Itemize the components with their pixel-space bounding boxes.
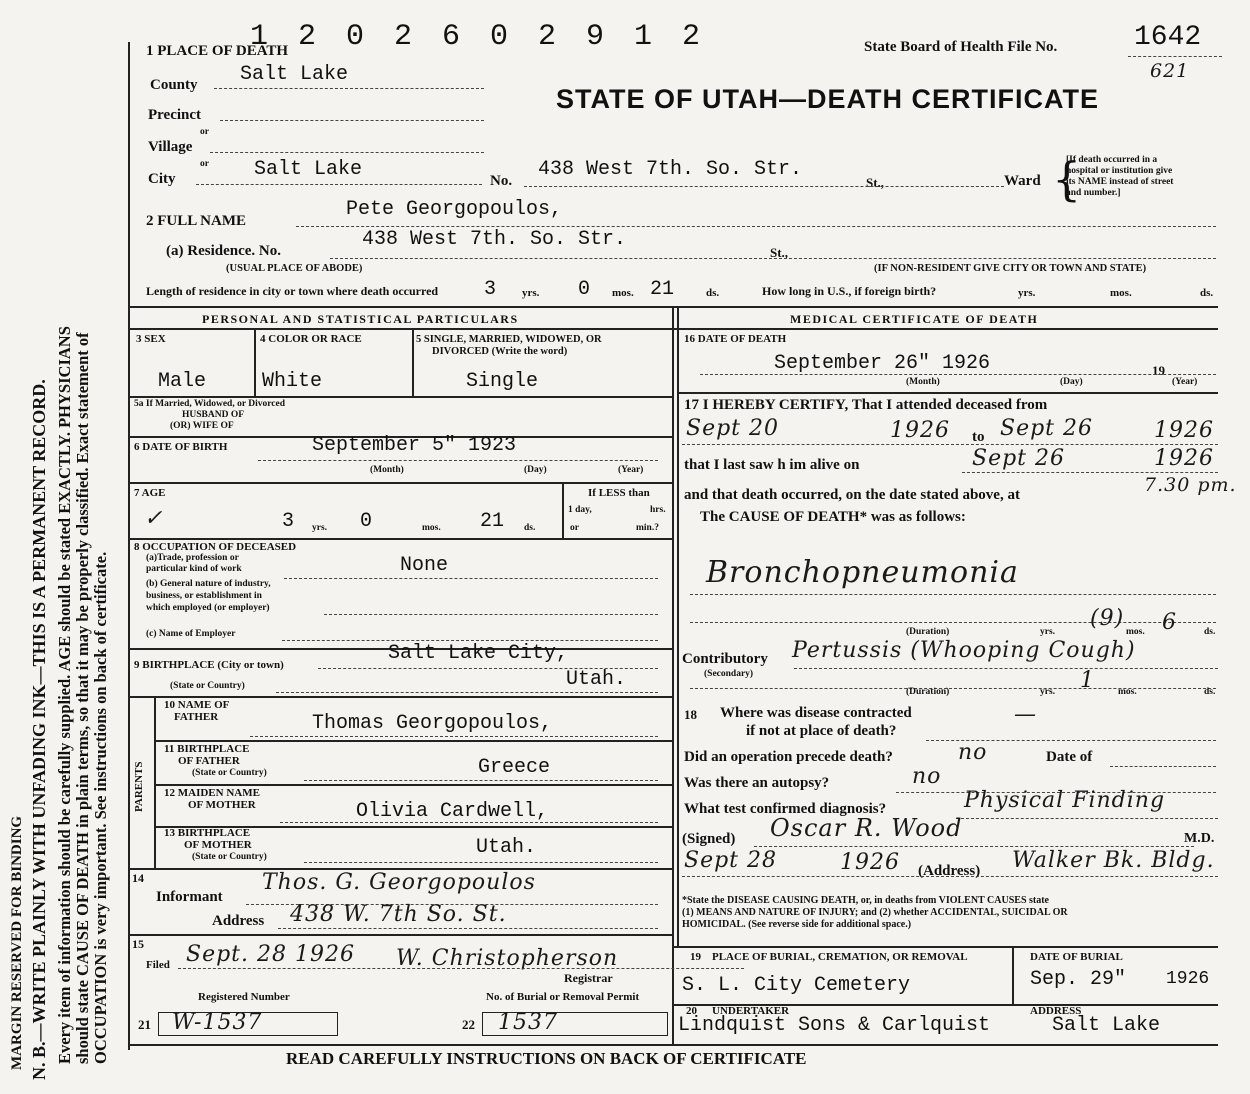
date-of-death-label: 16 DATE OF DEATH [684,333,787,345]
note-line-2: (1) MEANS AND NATURE OF INJURY; and (2) whether ACCIDENTAL, SUICIDAL OR [682,907,1068,918]
note-line-3: HOMICIDAL. (See reverse side for additional space.) [682,919,912,930]
age-days: 21 [480,510,505,533]
ward-note-3: its NAME instead of street [1066,177,1174,187]
section-18: 18 [684,707,697,722]
occupation-b-2: business, or establishment in [146,591,262,601]
us-mos-lbl: mos. [1110,287,1132,299]
filed-date: Sept. 28 1926 [186,942,355,967]
certificate-number: 1 2 0 2 6 0 2 9 1 2 [250,20,707,54]
sex-divider [254,328,256,396]
informant-address-label: Address [212,913,265,929]
color-label: 4 COLOR OR RACE [260,333,362,345]
length-ds-lbl: ds. [706,287,720,299]
age-check: ✓ [144,506,164,531]
age-years: 3 [282,510,295,533]
less-hrs-lbl: hrs. [650,505,666,515]
dob-label: 6 DATE OF BIRTH [134,441,228,453]
burial-date-label: DATE OF BURIAL [1030,951,1123,963]
center-divider [672,306,674,1044]
attended-from-year: 1926 [890,418,950,443]
full-name-label: 2 FULL NAME [146,213,247,229]
birthplace-city: Salt Lake City, [388,642,569,665]
age-yrs-lbl: yrs. [312,523,328,533]
binding-margin-note: MARGIN RESERVED FOR BINDING [9,815,25,1070]
occupation-b-3: which employed (or employer) [146,603,270,613]
center-divider-2 [677,306,679,946]
attended-to: Sept 26 [1000,416,1094,441]
us-ds-lbl: ds. [1200,287,1214,299]
row-line-11 [128,934,672,936]
margin-instruction-3: OCCUPATION is very important. See instructions on back of certificate. [91,551,110,1064]
contrib-dur-ds: ds. [1204,687,1216,697]
attended-to-year: 1926 [1154,418,1214,443]
residence-label: (a) Residence. No. [166,243,281,259]
spouse-label-3: (OR) WIFE OF [170,421,234,431]
burial-permit-label: No. of Burial or Removal Permit [486,991,640,1003]
dob-value: September 5" 1923 [312,434,517,457]
occupation-value: None [400,554,449,577]
row-line-8 [154,784,672,786]
md-label: M.D. [1184,831,1215,846]
sex-label: 3 SEX [136,333,166,345]
undertaker-address-label: ADDRESS [1030,1005,1082,1017]
death-year-lbl: (Year) [1172,377,1198,387]
age-ds-lbl: ds. [524,523,536,533]
row-line-3 [128,482,672,484]
undertaker: Lindquist Sons & Carlquist [678,1014,991,1037]
file-number: 1642 [1134,22,1202,53]
death-address: 438 West 7th. So. Str. [538,158,803,181]
occupation-a-2: particular kind of work [146,564,242,574]
file-number-secondary: 621 [1150,60,1190,82]
birthplace-label: 9 BIRTHPLACE (City or town) [134,659,284,671]
test-label: What test confirmed diagnosis? [684,801,887,817]
signed-date: Sept 28 [684,848,778,873]
registered-number: W-1537 [172,1010,263,1035]
date-of-death: September 26" 1926 [774,352,991,375]
file-number-label: State Board of Health File No. [864,39,1058,55]
cause-duration-days: 6 [1162,610,1177,635]
occupation-a-1: (a)Trade, profession or [146,553,239,563]
city-line [196,184,482,185]
contributory-label: Contributory [682,651,768,667]
mother-line [280,822,658,823]
burial-permit-number: 1537 [498,1010,558,1035]
row-line-1 [128,396,672,398]
ward-note-2: hospital or institution give [1066,166,1173,176]
less-day-lbl: 1 day, [568,505,592,515]
color-value: White [262,370,323,393]
mother-bp-label-1: 13 BIRTHPLACE [164,827,251,839]
undertaker-label: UNDERTAKER [712,1005,790,1017]
physician-address: Walker Bk. Bldg. [1012,848,1215,873]
place-of-death-label: 1 PLACE OF DEATH [146,43,289,59]
autopsy-label: Was there an autopsy? [684,775,830,791]
informant-address-line [278,928,658,929]
date-of-death-line [700,374,1216,375]
marital-label-2: DIVORCED (Write the word) [432,346,568,357]
village-label: Village [148,139,193,155]
street-st-label: St., [866,175,885,190]
death-year-prefix: 19 [1152,363,1165,378]
signed-label: (Signed) [682,831,736,847]
contributory-duration: 1 [1080,668,1095,693]
row-line-7 [154,740,672,742]
occupation-b-1: (b) General nature of industry, [146,579,271,589]
marital-value: Single [466,370,539,393]
informant-label: Informant [156,889,223,905]
margin-warning: N. B.—WRITE PLAINLY WITH UNFADING INK—THIS IS A PERMANENT RECORD. [29,379,49,1080]
attended-line [682,444,1218,445]
full-name-value: Pete Georgopoulos, [346,198,563,221]
informant-signature: Thos. G. Georgopoulos [262,870,536,895]
last-saw-year: 1926 [1154,446,1214,471]
operation-value: no [958,740,988,765]
filed-label: Filed [146,959,170,971]
or-label-1: or [200,127,209,137]
occupation-label: 8 OCCUPATION OF DECEASED [134,541,297,553]
father-bp-line [304,780,658,781]
less-or-lbl: or [570,523,579,533]
residence-value: 438 West 7th. So. Str. [362,228,627,251]
address-line-medical [682,876,1218,877]
registered-number-label: Registered Number [198,991,290,1003]
signed-line [754,846,1194,847]
length-months: 0 [578,278,591,301]
date-of-label: Date of [1046,749,1093,765]
or-label-2: or [200,159,209,169]
burial-top-line [672,946,1218,948]
where-contracted-1: Where was disease contracted [720,705,912,721]
age-less-divider [562,482,564,538]
bottom-line [128,1044,1218,1046]
residence-line [330,258,1216,259]
father-label-2: FATHER [174,711,219,723]
section-20: 20 [686,1005,697,1017]
ward-brace: { [1052,152,1082,206]
parents-label: PARENTS [133,761,145,812]
certificate-title: STATE OF UTAH—DEATH CERTIFICATE [556,84,1099,114]
us-yrs-lbl: yrs. [1018,287,1036,299]
age-label: 7 AGE [134,487,166,499]
dob-year-lbl: (Year) [618,465,644,475]
death-day-lbl: (Day) [1060,377,1083,387]
contrib-duration-lbl: (Duration) [906,687,950,697]
address-label: (Address) [918,863,981,879]
birthplace-state-lbl: (State or Country) [170,681,245,691]
registrar-signature: W. Christopherson [396,946,619,971]
note-line-1: *State the DISEASE CAUSING DEATH, or, in deaths from VIOLENT CAUSES state [682,895,1049,906]
father-bp-label-1: 11 BIRTHPLACE [164,743,250,755]
birthplace-state: Utah. [566,668,627,691]
burial-place: S. L. City Cemetery [682,974,911,997]
how-long-us-label: How long in U.S., if foreign birth? [762,284,937,298]
autopsy-value: no [912,764,942,789]
margin-instruction-2: should state CAUSE OF DEATH in plain terms, so that it may be properly classified. Exact statement of [73,332,92,1064]
last-saw-text: that I last saw h im alive on [684,457,860,473]
section-15: 15 [132,937,144,951]
usual-abode-label: (USUAL PLACE OF ABODE) [226,263,363,274]
mother-bp-label-3: (State or Country) [192,852,267,862]
filed-line [178,968,744,969]
burial-divider [1012,946,1014,1004]
burial-year: 1926 [1166,969,1210,989]
spouse-label-2: HUSBAND OF [182,410,245,420]
operation-label: Did an operation precede death? [684,749,893,765]
spouse-label-1: 5a If Married, Widowed, or Divorced [134,399,286,409]
test-line [956,818,1218,819]
contributory-line [794,668,1218,669]
last-saw-line [962,472,1218,473]
occupation-c: (c) Name of Employer [146,629,236,639]
mother-label-2: OF MOTHER [188,799,256,811]
occupation-b-line [324,614,658,615]
registrar-label: Registrar [564,971,613,985]
operation-date-line [1110,766,1216,767]
left-border [128,42,130,1050]
death-month-lbl: (Month) [906,377,940,387]
cause-of-death: Bronchopneumonia [706,555,1019,590]
occurred-text: and that death occurred, on the date stated above, at [684,487,1020,503]
county-value: Salt Lake [240,63,349,86]
burial-date: Sep. 29" [1030,968,1127,991]
cause-duration-months: (9) [1090,606,1125,631]
ward-label: Ward [1004,173,1041,189]
informant-address: 438 W. 7th So. St. [290,902,507,927]
footer-instructions: READ CAREFULLY INSTRUCTIONS ON BACK OF CERTIFICATE [286,1049,807,1068]
personal-section-title: PERSONAL AND STATISTICAL PARTICULARS [202,312,519,326]
row-line-6 [128,696,672,698]
address-line [524,186,1004,187]
father-name: Thomas Georgopoulos, [312,712,553,735]
test-value: Physical Finding [964,788,1166,813]
contributory-line-2 [690,688,1216,689]
length-residence-label: Length of residence in city or town where death occurred [146,284,439,298]
burial-place-label: PLACE OF BURIAL, CREMATION, OR REMOVAL [712,951,968,963]
length-years: 3 [484,278,497,301]
row-line-4 [128,538,672,540]
nonresident-label: (IF NON-RESIDENT GIVE CITY OR TOWN AND STATE) [874,263,1147,274]
dob-line [258,460,658,461]
less-min-lbl: min.? [636,523,659,533]
sex-value: Male [158,370,207,393]
cause-dur-mos: mos. [1126,627,1145,637]
cause-line-2 [690,622,1216,623]
occupation-line [284,578,658,579]
precinct-line [220,120,484,121]
section-21: 21 [138,1017,151,1032]
city-value: Salt Lake [254,158,363,181]
ward-note-4: and number.] [1066,188,1121,198]
employer-line [282,640,658,641]
cause-label: The CAUSE OF DEATH* was as follows: [700,509,966,525]
full-name-line [296,226,1216,227]
undertaker-address: Salt Lake [1052,1014,1161,1037]
section-22: 22 [462,1017,475,1032]
where-contracted-2: if not at place of death? [746,723,897,739]
marital-label-1: 5 SINGLE, MARRIED, WIDOWED, OR [416,334,602,345]
less-than-label: If LESS than [588,487,650,499]
mother-label-1: 12 MAIDEN NAME [164,787,260,799]
physician-signature: Oscar R. Wood [770,814,963,842]
age-months: 0 [360,510,373,533]
last-saw-date: Sept 26 [972,446,1066,471]
cause-line [690,594,1216,595]
margin-instruction-1: Every item of information should be carefully supplied. AGE should be stated EXACTLY. PHYSICIANS [55,326,74,1064]
father-line [250,736,658,737]
village-line [210,152,484,153]
ward-note-1: [If death occurred in a [1066,155,1158,165]
cause-dur-yrs: yrs. [1040,627,1056,637]
father-birthplace: Greece [478,756,551,779]
residence-st: St., [770,245,789,260]
dob-month-lbl: (Month) [370,465,404,475]
to-label: to [972,429,985,445]
mother-bp-line [304,862,658,863]
length-days: 21 [650,278,675,301]
father-bp-label-3: (State or Country) [192,768,267,778]
medical-row-line-1 [677,392,1218,394]
birthplace-state-line [276,692,658,693]
father-bp-label-2: OF FATHER [178,755,240,767]
color-divider [412,328,414,396]
cause-duration-lbl: (Duration) [906,627,950,637]
section-19: 19 [690,951,701,963]
file-number-line [1128,56,1222,57]
contributory-cause: Pertussis (Whooping Cough) [792,638,1136,663]
parents-divider [154,696,156,868]
time-of-death: 7.30 pm. [1144,474,1237,496]
father-label-1: 10 NAME OF [164,699,230,711]
street-no-label: No. [490,173,513,189]
precinct-label: Precinct [148,107,202,123]
length-mos-lbl: mos. [612,287,634,299]
secondary-label: (Secondary) [704,669,754,679]
mother-name: Olivia Cardwell, [356,800,549,823]
section-14: 14 [132,871,144,885]
cause-dur-ds: ds. [1204,627,1216,637]
county-label: County [150,77,198,93]
mother-bp-label-2: OF MOTHER [184,839,252,851]
dob-day-lbl: (Day) [524,465,547,475]
contrib-dur-yrs: yrs. [1040,687,1056,697]
attended-from: Sept 20 [686,416,780,441]
contrib-dur-mos: mos. [1118,687,1137,697]
medical-section-title: MEDICAL CERTIFICATE OF DEATH [790,312,1039,326]
signed-year: 1926 [840,850,900,875]
length-yrs-lbl: yrs. [522,287,540,299]
age-mos-lbl: mos. [422,523,441,533]
county-line [214,88,484,89]
certify-text: 17 I HEREBY CERTIFY, That I attended deceased from [684,397,1048,413]
city-label: City [148,171,176,187]
where-contracted-value: — [1014,702,1037,727]
mother-birthplace: Utah. [476,836,537,859]
